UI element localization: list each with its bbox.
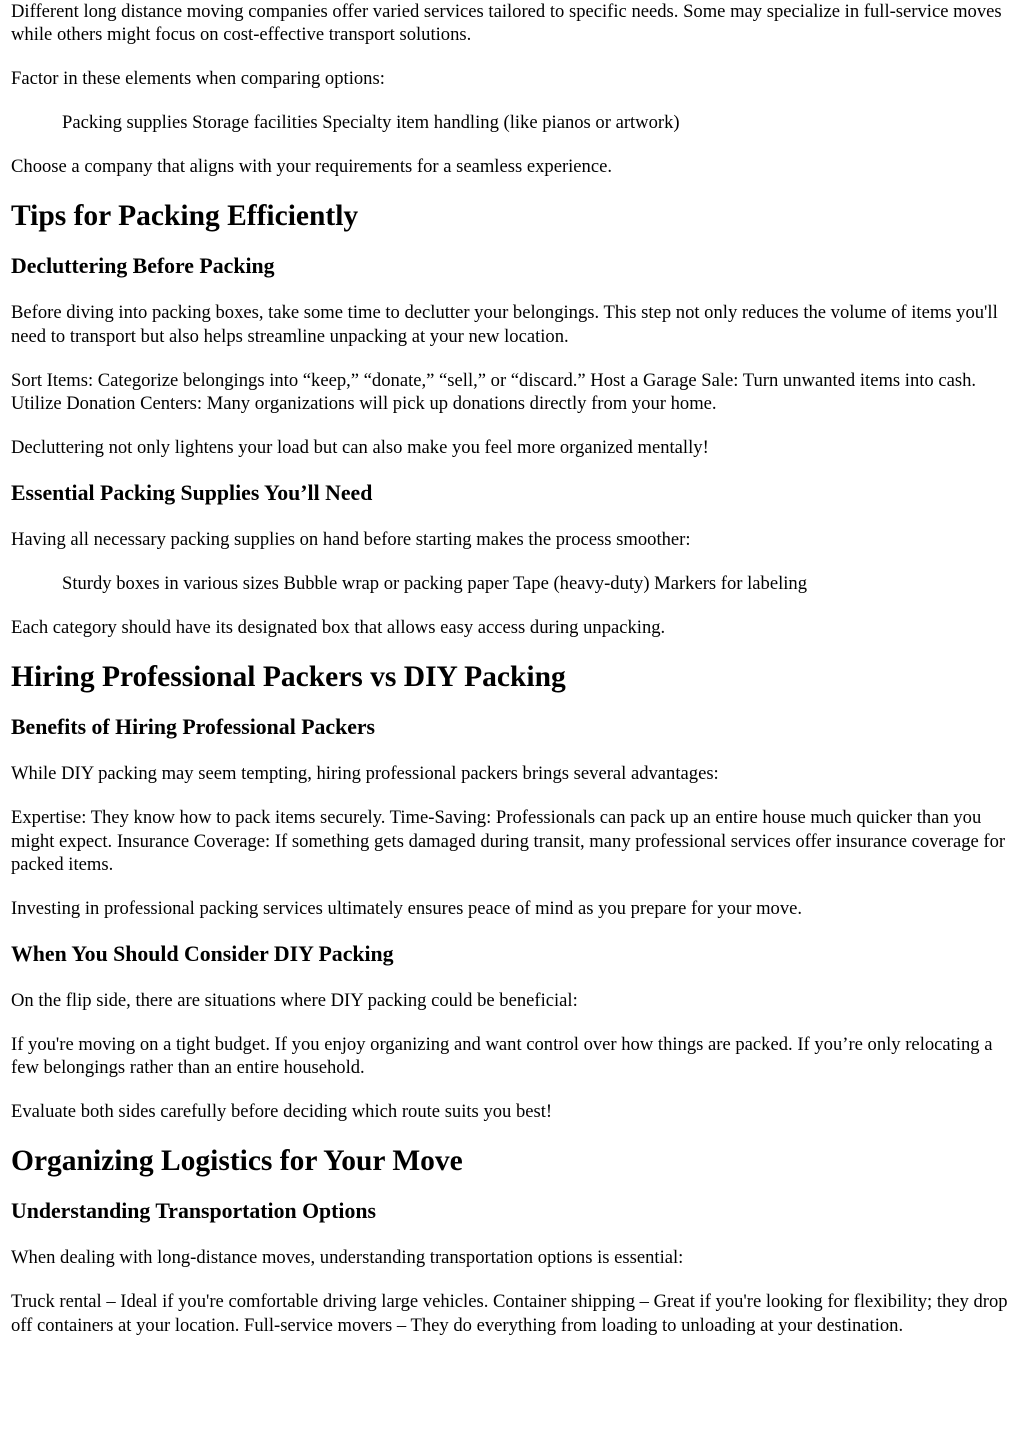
diy-heading: When You Should Consider DIY Packing — [11, 942, 394, 967]
transport-paragraph-2: Truck rental – Ideal if you're comfortable driving large vehicles. Container shipping – Great if you're looking for flexibility; they drop off containers at your location. Full-service movers – They do everything from loading to unloading at your destination. — [11, 1291, 1008, 1336]
intro-options-list: Packing supplies Storage facilities Specialty item handling (like pianos or artwork) — [62, 112, 680, 134]
transport-paragraph-1: When dealing with long-distance moves, understanding transportation options is essential: — [11, 1247, 684, 1269]
transport-heading: Understanding Transportation Options — [11, 1199, 376, 1224]
supplies-heading: Essential Packing Supplies You’ll Need — [11, 481, 373, 506]
benefits-heading: Benefits of Hiring Professional Packers — [11, 715, 376, 740]
benefits-paragraph-1: While DIY packing may seem tempting, hiring professional packers brings several advantages: — [11, 763, 719, 785]
decluttering-paragraph-1: Before diving into packing boxes, take some time to declutter your belongings. This step not only reduces the volume of items you'll need to transport but also helps streamline unpacking at your new location. — [11, 302, 998, 347]
intro-choose-paragraph: Choose a company that aligns with your requirements for a seamless experience. — [11, 156, 613, 178]
diy-paragraph-2: If you're moving on a tight budget. If you enjoy organizing and want control over how things are packed. If you’re only relocating a few belongings rather than an entire household. — [11, 1034, 993, 1079]
supplies-paragraph-2: Each category should have its designated box that allows easy access during unpacking. — [11, 617, 666, 639]
intro-factor-paragraph: Factor in these elements when comparing options: — [11, 68, 385, 90]
packers-section-heading: Hiring Professional Packers vs DIY Packing — [11, 661, 566, 694]
supplies-list: Sturdy boxes in various sizes Bubble wrap or packing paper Tape (heavy-duty) Markers for labeling — [62, 573, 807, 595]
packing-section-heading: Tips for Packing Efficiently — [11, 200, 359, 233]
decluttering-heading: Decluttering Before Packing — [11, 254, 275, 279]
decluttering-paragraph-3: Decluttering not only lightens your load but can also make you feel more organized mentally! — [11, 437, 709, 459]
diy-paragraph-1: On the flip side, there are situations where DIY packing could be beneficial: — [11, 990, 578, 1012]
logistics-section-heading: Organizing Logistics for Your Move — [11, 1145, 463, 1178]
diy-paragraph-3: Evaluate both sides carefully before deciding which route suits you best! — [11, 1101, 553, 1123]
benefits-paragraph-3: Investing in professional packing services ultimately ensures peace of mind as you prepare for your move. — [11, 898, 803, 920]
intro-paragraph: Different long distance moving companies offer varied services tailored to specific needs. Some may specialize in full-service moves while others might focus on cost-effective transport solutions. — [11, 1, 1002, 46]
benefits-paragraph-2: Expertise: They know how to pack items securely. Time-Saving: Professionals can pack up an entire house much quicker than you might expect. Insurance Coverage: If something gets damaged during transit, many professional services offer insurance coverage for packed items. — [11, 807, 1006, 876]
decluttering-paragraph-2: Sort Items: Categorize belongings into “keep,” “donate,” “sell,” or “discard.” Host a Garage Sale: Turn unwanted items into cash. Utilize Donation Centers: Many organizations will pick up donations directly from your home. — [11, 369, 977, 415]
supplies-paragraph-1: Having all necessary packing supplies on hand before starting makes the process smoother: — [11, 529, 691, 551]
